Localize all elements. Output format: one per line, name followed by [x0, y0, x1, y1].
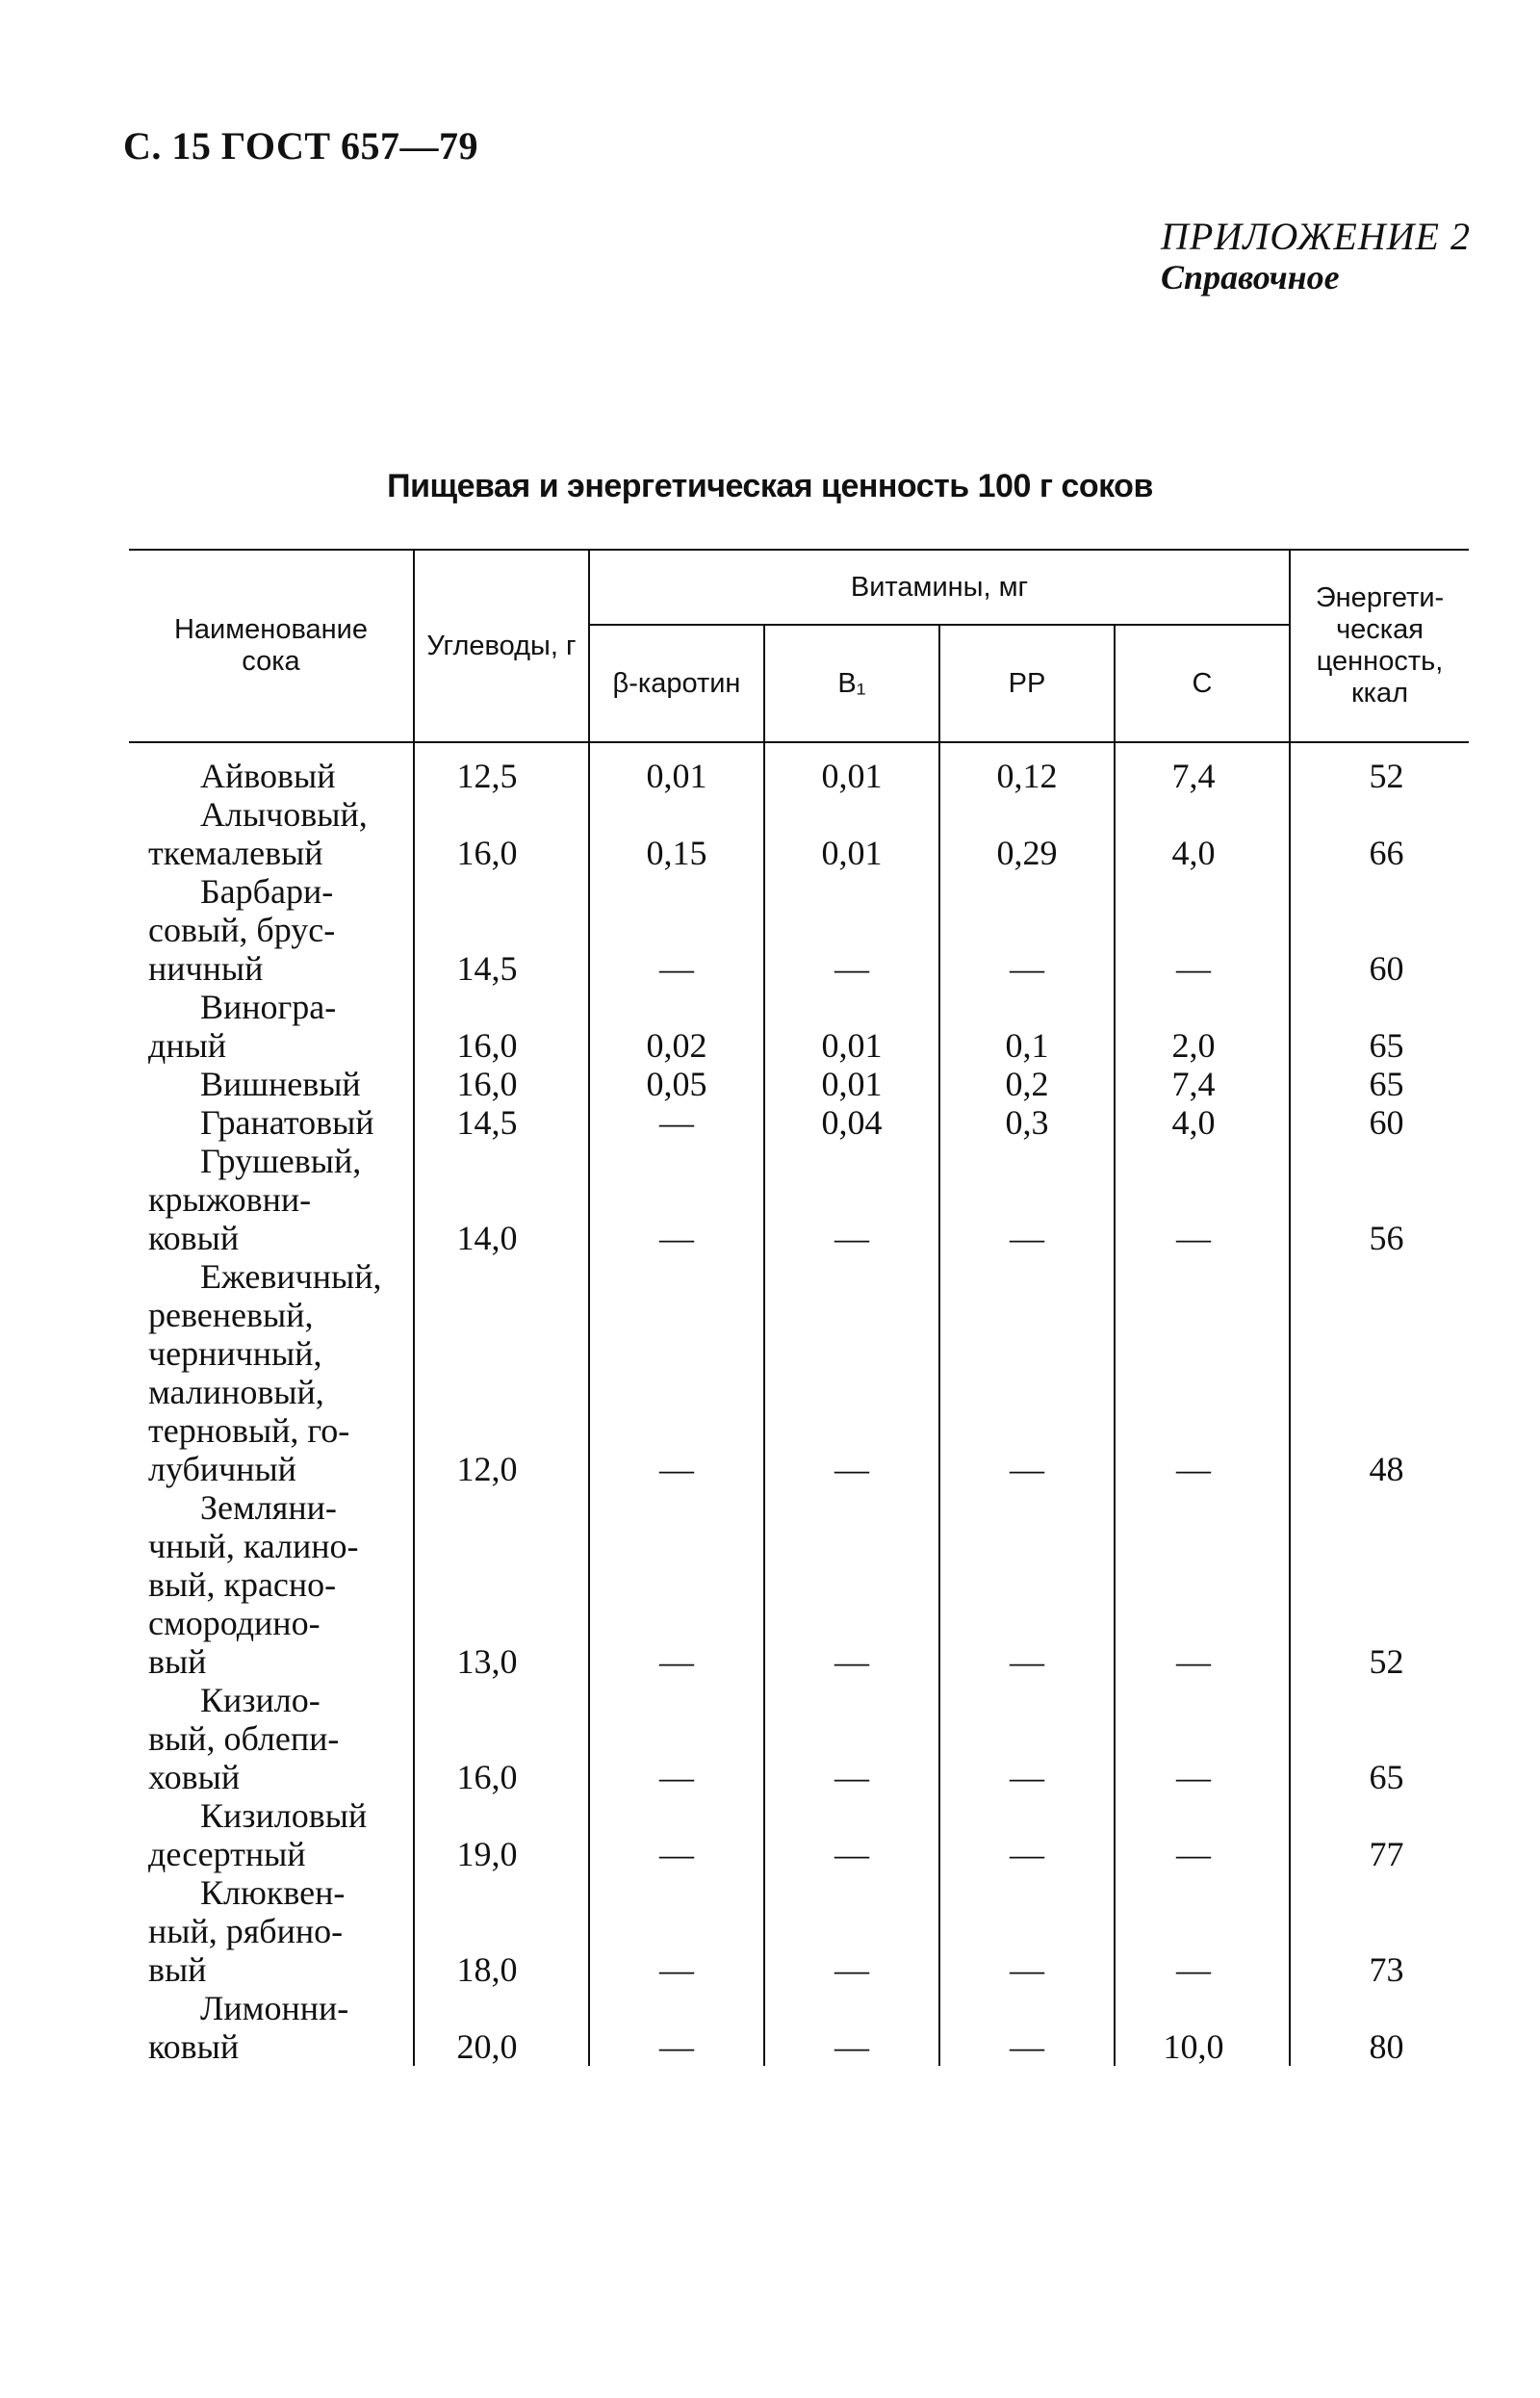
juice-name-line: Гранатовый	[200, 1103, 374, 1142]
cell-beta: —	[589, 1681, 764, 1796]
cell-c: 4,0	[1115, 795, 1290, 872]
juice-name-line: смородино-	[148, 1604, 321, 1642]
cell-carbs: 14,5	[414, 1103, 589, 1142]
cell-b1: 0,01	[764, 1065, 939, 1103]
cell-b1: 0,01	[764, 742, 939, 795]
cell-carbs: 18,0	[414, 1873, 589, 1989]
cell-b1: 0,01	[764, 795, 939, 872]
cell-energy: 60	[1290, 872, 1469, 988]
cell-carbs: 20,0	[414, 1989, 589, 2066]
juice-name-line: ковый	[148, 2027, 240, 2066]
cell-energy: 52	[1290, 742, 1469, 795]
page-header: С. 15 ГОСТ 657—79	[123, 124, 479, 168]
juice-name-line: Виногра-	[200, 988, 337, 1026]
juice-name-line: Клюквен-	[200, 1873, 346, 1912]
cell-b1: —	[764, 872, 939, 988]
table-row	[129, 1257, 1469, 1488]
table-row	[129, 1065, 1469, 1103]
juice-name-line: Кизило-	[200, 1681, 321, 1719]
cell-carbs: 16,0	[414, 988, 589, 1065]
table-row	[129, 795, 1469, 872]
juice-name-line: совый, брус-	[148, 911, 336, 949]
cell-c: —	[1115, 1796, 1290, 1873]
cell-carbs: 14,5	[414, 872, 589, 988]
column-header-name: Наименование сока	[129, 550, 414, 742]
cell-carbs: 13,0	[414, 1488, 589, 1681]
appendix-label	[1161, 214, 1471, 297]
cell-beta: —	[589, 1873, 764, 1989]
juice-name-cell	[129, 742, 414, 795]
cell-energy: 73	[1290, 1873, 1469, 1989]
cell-pp: —	[939, 1796, 1115, 1873]
cell-pp: —	[939, 1989, 1115, 2066]
juice-name-line: черничный,	[148, 1334, 322, 1373]
cell-energy: 52	[1290, 1488, 1469, 1681]
cell-energy: 48	[1290, 1257, 1469, 1488]
juice-name-line: Айвовый	[200, 757, 336, 795]
column-header-vitamins: Витамины, мг	[589, 550, 1290, 625]
cell-carbs: 16,0	[414, 1065, 589, 1103]
table-row	[129, 1103, 1469, 1142]
table-body	[129, 742, 1469, 2066]
appendix-subtitle: Справочное	[1161, 258, 1340, 297]
cell-energy: 56	[1290, 1142, 1469, 1257]
cell-carbs: 14,0	[414, 1142, 589, 1257]
table-row	[129, 872, 1469, 988]
cell-carbs: 16,0	[414, 1681, 589, 1796]
cell-pp: —	[939, 1488, 1115, 1681]
juice-name-cell	[129, 1065, 414, 1103]
juice-name-line: Кизиловый	[200, 1796, 368, 1835]
cell-energy: 77	[1290, 1796, 1469, 1873]
cell-beta: 0,15	[589, 795, 764, 872]
column-header-c: C	[1115, 625, 1290, 742]
cell-carbs: 12,5	[414, 742, 589, 795]
cell-c: 10,0	[1115, 1989, 1290, 2066]
juice-name-line: Грушевый,	[200, 1142, 362, 1180]
cell-energy: 65	[1290, 988, 1469, 1065]
column-header-pp: PP	[939, 625, 1115, 742]
cell-b1: —	[764, 1142, 939, 1257]
cell-beta: —	[589, 1142, 764, 1257]
cell-c: —	[1115, 1488, 1290, 1681]
juice-name-line: Земляни-	[200, 1488, 337, 1527]
cell-energy: 65	[1290, 1681, 1469, 1796]
juice-name-line: ховый	[148, 1758, 241, 1796]
cell-pp: 0,2	[939, 1065, 1115, 1103]
cell-beta: 0,05	[589, 1065, 764, 1103]
table-row	[129, 1796, 1469, 1873]
juice-name-cell	[129, 795, 414, 872]
cell-carbs: 19,0	[414, 1796, 589, 1873]
juice-name-cell	[129, 1873, 414, 1989]
cell-beta: —	[589, 872, 764, 988]
table-row	[129, 1989, 1469, 2066]
cell-b1: —	[764, 1873, 939, 1989]
cell-b1: —	[764, 1488, 939, 1681]
cell-b1: —	[764, 1257, 939, 1488]
column-header-energy: Энергети-ческая ценность, ккал	[1290, 550, 1469, 742]
cell-c: —	[1115, 1873, 1290, 1989]
column-header-b1: B₁	[764, 625, 939, 742]
juice-name-cell	[129, 1103, 414, 1142]
cell-c: —	[1115, 1257, 1290, 1488]
cell-c: 2,0	[1115, 988, 1290, 1065]
cell-c: —	[1115, 1681, 1290, 1796]
juice-name-line: Барбари-	[200, 872, 334, 911]
juice-name-line: малиновый,	[148, 1373, 324, 1411]
juice-name-cell	[129, 1989, 414, 2066]
cell-beta: —	[589, 1257, 764, 1488]
column-header-carbs: Углеводы, г	[414, 550, 589, 742]
cell-b1: —	[764, 1796, 939, 1873]
juice-name-line: терновый, го-	[148, 1411, 350, 1450]
juice-name-line: Ежевичный,	[200, 1257, 382, 1296]
table-row	[129, 1873, 1469, 1989]
cell-b1: —	[764, 1989, 939, 2066]
juice-name-cell	[129, 872, 414, 988]
juice-name-line: ковый	[148, 1219, 240, 1257]
cell-beta: —	[589, 1488, 764, 1681]
juice-name-line: крыжовни-	[148, 1180, 312, 1219]
table-row	[129, 1681, 1469, 1796]
cell-c: —	[1115, 872, 1290, 988]
juice-name-cell	[129, 1681, 414, 1796]
juice-name-line: ный, рябино-	[148, 1912, 344, 1950]
cell-beta: —	[589, 1796, 764, 1873]
cell-pp: 0,12	[939, 742, 1115, 795]
cell-pp: —	[939, 1873, 1115, 1989]
table-title: Пищевая и энергетическая ценность 100 г соков	[387, 468, 1153, 504]
cell-c: 7,4	[1115, 742, 1290, 795]
cell-c: 7,4	[1115, 1065, 1290, 1103]
juice-name-line: ничный	[148, 949, 264, 988]
cell-pp: —	[939, 872, 1115, 988]
table-row	[129, 1488, 1469, 1681]
column-header-beta-carotene: β-каротин	[589, 625, 764, 742]
cell-pp: —	[939, 1681, 1115, 1796]
cell-energy: 60	[1290, 1103, 1469, 1142]
juice-name-line: вый, красно-	[148, 1565, 337, 1604]
juice-name-cell	[129, 1142, 414, 1257]
juice-name-line: ревеневый,	[148, 1296, 314, 1334]
cell-carbs: 16,0	[414, 795, 589, 872]
juice-name-line: чный, калино-	[148, 1527, 359, 1565]
table-row	[129, 742, 1469, 795]
cell-b1: 0,04	[764, 1103, 939, 1142]
cell-beta: —	[589, 1103, 764, 1142]
cell-beta: 0,02	[589, 988, 764, 1065]
cell-energy: 65	[1290, 1065, 1469, 1103]
cell-pp: —	[939, 1142, 1115, 1257]
juice-name-line: ткемалевый	[148, 834, 323, 872]
juice-name-line: лубичный	[148, 1450, 296, 1488]
cell-pp: —	[939, 1257, 1115, 1488]
cell-b1: 0,01	[764, 988, 939, 1065]
juice-name-line: Алычовый,	[200, 795, 368, 834]
juice-name-line: вый, облепи-	[148, 1719, 340, 1758]
cell-b1: —	[764, 1681, 939, 1796]
cell-pp: 0,29	[939, 795, 1115, 872]
juice-name-cell	[129, 1488, 414, 1681]
juice-name-cell	[129, 988, 414, 1065]
table-row	[129, 1142, 1469, 1257]
juice-name-line: вый	[148, 1642, 207, 1681]
juice-name-cell	[129, 1796, 414, 1873]
cell-carbs: 12,0	[414, 1257, 589, 1488]
table-row	[129, 988, 1469, 1065]
cell-beta: —	[589, 1989, 764, 2066]
cell-pp: 0,1	[939, 988, 1115, 1065]
juice-name-line: Вишневый	[200, 1065, 361, 1103]
juice-name-line: десертный	[148, 1835, 306, 1873]
nutrition-table	[129, 549, 1469, 2066]
cell-c: 4,0	[1115, 1103, 1290, 1142]
cell-beta: 0,01	[589, 742, 764, 795]
cell-c: —	[1115, 1142, 1290, 1257]
cell-pp: 0,3	[939, 1103, 1115, 1142]
juice-name-line: дный	[148, 1026, 227, 1065]
juice-name-line: вый	[148, 1950, 207, 1989]
juice-name-line: Лимонни-	[200, 1989, 349, 2027]
appendix-title: ПРИЛОЖЕНИЕ 2	[1161, 215, 1471, 258]
cell-energy: 66	[1290, 795, 1469, 872]
cell-energy: 80	[1290, 1989, 1469, 2066]
juice-name-cell	[129, 1257, 414, 1488]
